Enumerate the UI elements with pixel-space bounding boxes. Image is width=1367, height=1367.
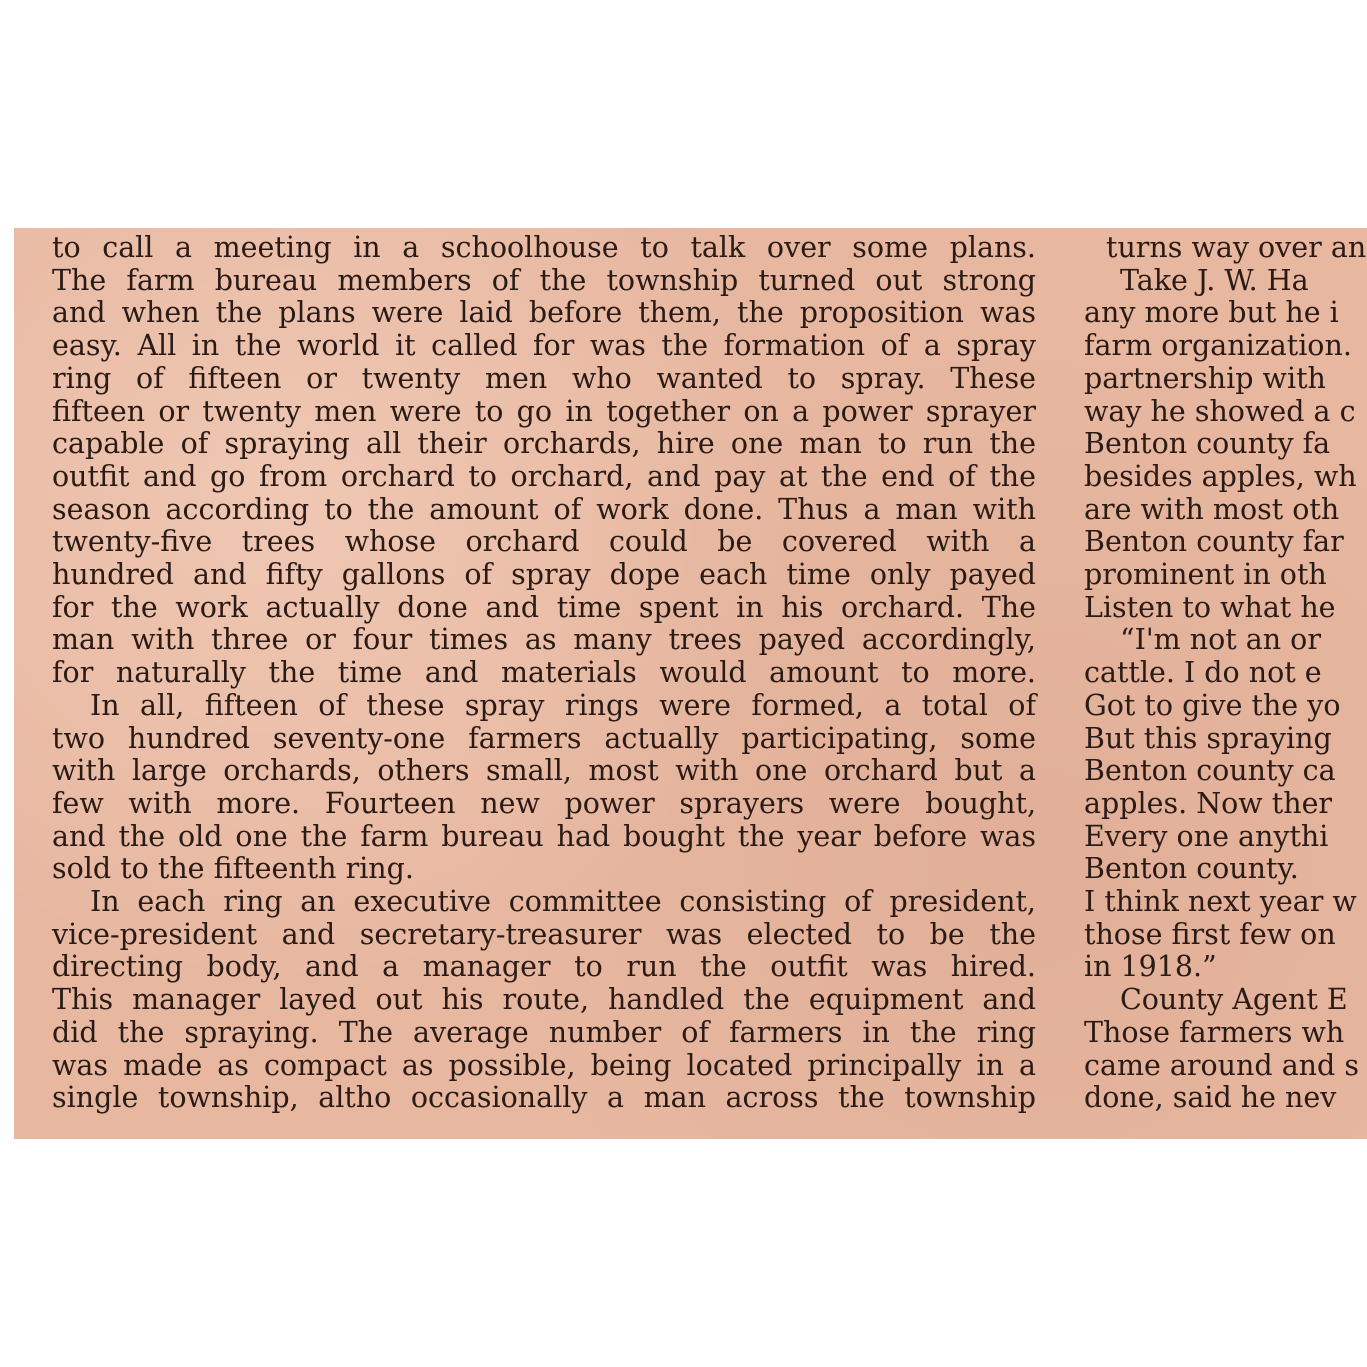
text-line: partnership with [1084, 361, 1326, 395]
text-line: Every one anythi [1084, 819, 1329, 853]
text-line: did the spraying. The average number of farmers in the ring [52, 1015, 1036, 1049]
paragraph-start-line: County Agent E [1120, 983, 1348, 1017]
text-line: single township, altho occasionally a man across the township [52, 1081, 1036, 1115]
paragraph-start-line: “I'm not an or [1120, 623, 1321, 657]
text-line: Benton county ca [1084, 754, 1336, 788]
paragraph-end-line: sold to the fifteenth ring. [52, 852, 414, 886]
text-line: came around and s [1084, 1048, 1359, 1082]
text-line: turns way over an [1106, 231, 1367, 264]
text-line: besides apples, wh [1084, 459, 1357, 493]
main-column [52, 232, 1036, 1115]
text-line: and when the plans were laid before them, the proposition was [52, 296, 1036, 330]
paragraph-start-line: In all, fifteen of these spray rings were formed, a total of [90, 688, 1036, 722]
text-line: way he showed a c [1084, 394, 1356, 428]
text-line: Benton county. [1084, 852, 1299, 886]
text-line: Benton county far [1084, 525, 1344, 559]
text-line: few with more. Fourteen new power sprayers were bought, [52, 786, 1036, 820]
text-line: farm organization. [1084, 329, 1352, 363]
text-line: are with most oth [1084, 492, 1340, 526]
text-line: vice-president and secretary-treasurer was elected to be the [52, 917, 1036, 951]
text-line: Listen to what he [1084, 590, 1336, 624]
text-line: easy. All in the world it called for was the formation of a spray [52, 329, 1036, 363]
paragraph-start-line: Take J. W. Ha [1120, 263, 1309, 297]
text-line: cattle. I do not e [1084, 656, 1322, 690]
text-line: any more but he i [1084, 296, 1339, 330]
text-line: But this spraying [1084, 721, 1332, 755]
text-line: with large orchards, others small, most with one orchard but a [52, 754, 1036, 788]
newspaper-clipping [14, 228, 1367, 1139]
text-line: twenty-five trees whose orchard could be covered with a [52, 525, 1036, 559]
text-line: apples. Now ther [1084, 786, 1333, 820]
paragraph-start-line: In each ring an executive committee consisting of president, [90, 885, 1036, 919]
text-line: season according to the amount of work done. Thus a man with [52, 492, 1036, 526]
text-line: those first few on [1084, 917, 1336, 951]
text-line: Benton county fa [1084, 427, 1331, 461]
text-line: and the old one the farm bureau had bought the year before was [52, 819, 1036, 853]
paragraph-end-line: in 1918.” [1084, 950, 1217, 984]
text-line: was made as compact as possible, being located principally in a [52, 1048, 1036, 1082]
text-line: outfit and go from orchard to orchard, and pay at the end of the [52, 459, 1036, 493]
text-line: The farm bureau members of the township turned out strong [52, 263, 1036, 297]
text-line: Got to give the yo [1084, 688, 1341, 722]
text-line: for the work actually done and time spent in his orchard. The [52, 590, 1036, 624]
text-line: This manager layed out his route, handled the equipment and [52, 983, 1036, 1017]
side-column [1084, 232, 1367, 1115]
text-line: I think next year w [1084, 885, 1357, 919]
text-line: Those farmers wh [1084, 1015, 1345, 1049]
text-line: ring of fifteen or twenty men who wanted to spray. These [52, 361, 1036, 395]
text-line: directing body, and a manager to run the outfit was hired. [52, 950, 1036, 984]
text-line: for naturally the time and materials would amount to more. [52, 656, 1036, 690]
text-line: done, said he nev [1084, 1081, 1337, 1115]
text-line: two hundred seventy-one farmers actually participating, some [52, 721, 1036, 755]
text-line: prominent in oth [1084, 558, 1327, 592]
text-line: man with three or four times as many trees payed accordingly, [52, 623, 1036, 657]
text-line: hundred and fifty gallons of spray dope each time only payed [52, 558, 1036, 592]
text-line: to call a meeting in a schoolhouse to talk over some plans. [52, 231, 1036, 264]
text-line: fifteen or twenty men were to go in together on a power sprayer [52, 394, 1036, 428]
text-line: capable of spraying all their orchards, hire one man to run the [52, 427, 1036, 461]
